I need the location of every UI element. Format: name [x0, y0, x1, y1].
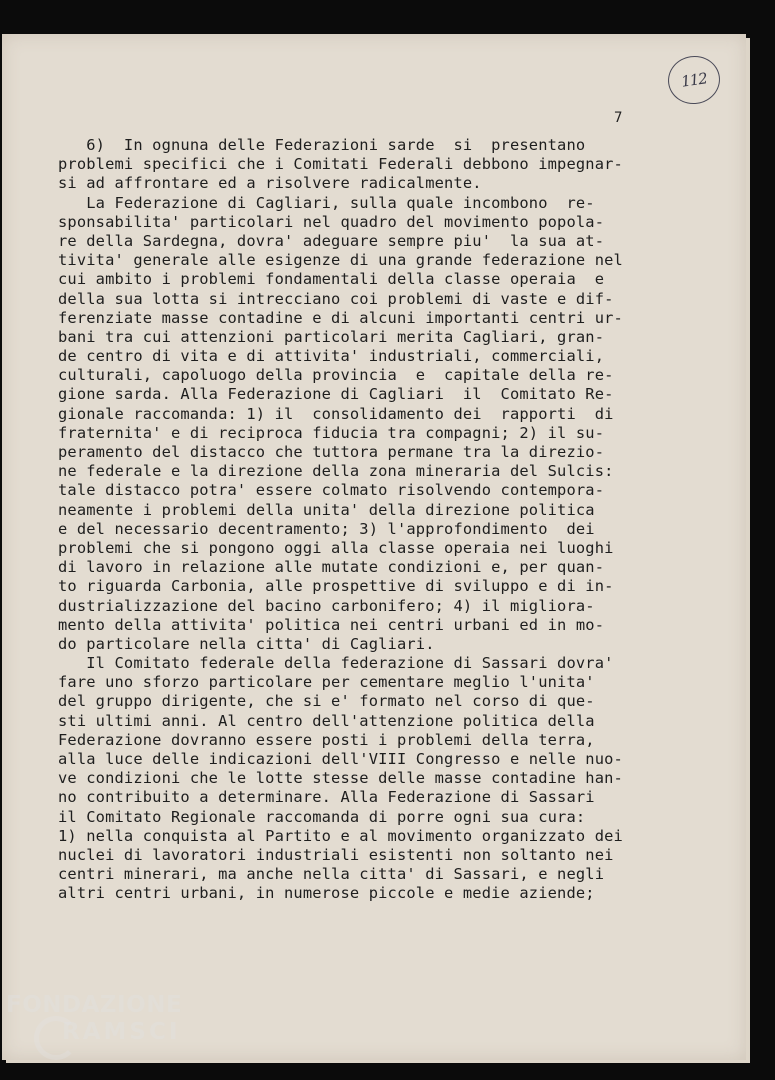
- text-line: Federazione dovranno essere posti i problemi della terra,: [58, 730, 595, 749]
- text-line: ferenziate masse contadine e di alcuni importanti centri ur-: [58, 308, 623, 327]
- text-line: della sua lotta si intrecciano coi problemi di vaste e dif-: [58, 289, 614, 308]
- text-line: tivita' generale alle esigenze di una grande federazione nel: [58, 251, 623, 270]
- text-line: gione sarda. Alla Federazione di Cagliari il Comitato Re-: [58, 385, 614, 404]
- text-line: La Federazione di Cagliari, sulla quale incombono re-: [58, 193, 595, 212]
- text-line: ne federale e la direzione della zona mineraria del Sulcis:: [58, 462, 614, 481]
- text-line: problemi che si pongono oggi alla classe operaia nei luoghi: [58, 538, 614, 557]
- archive-stamp-number: 112: [680, 69, 708, 91]
- text-line: to riguarda Carbonia, alle prospettive di sviluppo e di in-: [58, 577, 614, 596]
- text-line: alla luce delle indicazioni dell'VIII Congresso e nelle nuo-: [58, 750, 623, 768]
- text-line: do particolare nella citta' di Cagliari.: [58, 634, 435, 653]
- typed-body-text: [58, 136, 634, 904]
- text-line: culturali, capoluogo della provincia e capitale della re-: [58, 366, 614, 385]
- text-line: 1) nella conquista al Partito e al movimento organizzato dei: [58, 826, 623, 845]
- text-line: de centro di vita e di attivita' industriali, commerciali,: [58, 347, 605, 366]
- text-line: problemi specifici che i Comitati Federali debbono impegnar-: [58, 155, 623, 174]
- text-line: neamente i problemi della unita' della direzione politica: [58, 500, 595, 519]
- text-line: sti ultimi anni. Al centro dell'attenzione politica della: [58, 711, 595, 730]
- text-line: e del necessario decentramento; 3) l'approfondimento dei: [58, 519, 595, 538]
- text-line: bani tra cui attenzioni particolari merita Cagliari, gran-: [58, 327, 605, 346]
- text-line: 6) In ognuna delle Federazioni sarde si presentano: [58, 136, 586, 154]
- text-line: fraternita' e di reciproca fiducia tra compagni; 2) il su-: [58, 423, 605, 442]
- page-number: 7: [614, 110, 623, 126]
- text-line: Il Comitato federale della federazione di Sassari dovra': [58, 654, 614, 673]
- text-line: centri minerari, ma anche nella citta' di Sassari, e negli: [58, 865, 605, 884]
- text-line: mento della attivita' politica nei centri urbani ed in mo-: [58, 615, 605, 634]
- watermark: [6, 994, 182, 1044]
- text-line: peramento del distacco che tuttora permane tra la direzio-: [58, 443, 605, 461]
- text-line: nuclei di lavoratori industriali esistenti non soltanto nei: [58, 845, 614, 864]
- text-line: cui ambito i problemi fondamentali della classe operaia e: [58, 270, 605, 289]
- text-line: del gruppo dirigente, che si e' formato nel corso di que-: [58, 692, 595, 711]
- text-line: sponsabilita' particolari nel quadro del movimento popola-: [58, 212, 605, 231]
- text-line: ve condizioni che le lotte stesse delle masse contadine han-: [58, 769, 623, 788]
- text-line: tale distacco potra' essere colmato risolvendo contempora-: [58, 481, 605, 500]
- text-line: di lavoro in relazione alle mutate condizioni e, per quan-: [58, 558, 605, 577]
- text-line: il Comitato Regionale raccomanda di porre ogni sua cura:: [58, 807, 586, 826]
- text-line: si ad affrontare ed a risolvere radicalmente.: [58, 174, 482, 193]
- text-line: fare uno sforzo particolare per cementare meglio l'unita': [58, 673, 595, 692]
- watermark-line-1: FONDAZIONE: [6, 992, 183, 1018]
- text-line: dustrializzazione del bacino carbonifero; 4) il migliora-: [58, 596, 595, 615]
- text-line: gionale raccomanda: 1) il consolidamento dei rapporti di: [58, 404, 614, 423]
- text-line: no contribuito a determinare. Alla Federazione di Sassari: [58, 788, 595, 807]
- text-line: altri centri urbani, in numerose piccole e medie aziende;: [58, 884, 595, 903]
- text-line: re della Sardegna, dovra' adeguare sempre piu' la sua at-: [58, 231, 605, 250]
- watermark-line-2: RAMSCI: [62, 1019, 181, 1045]
